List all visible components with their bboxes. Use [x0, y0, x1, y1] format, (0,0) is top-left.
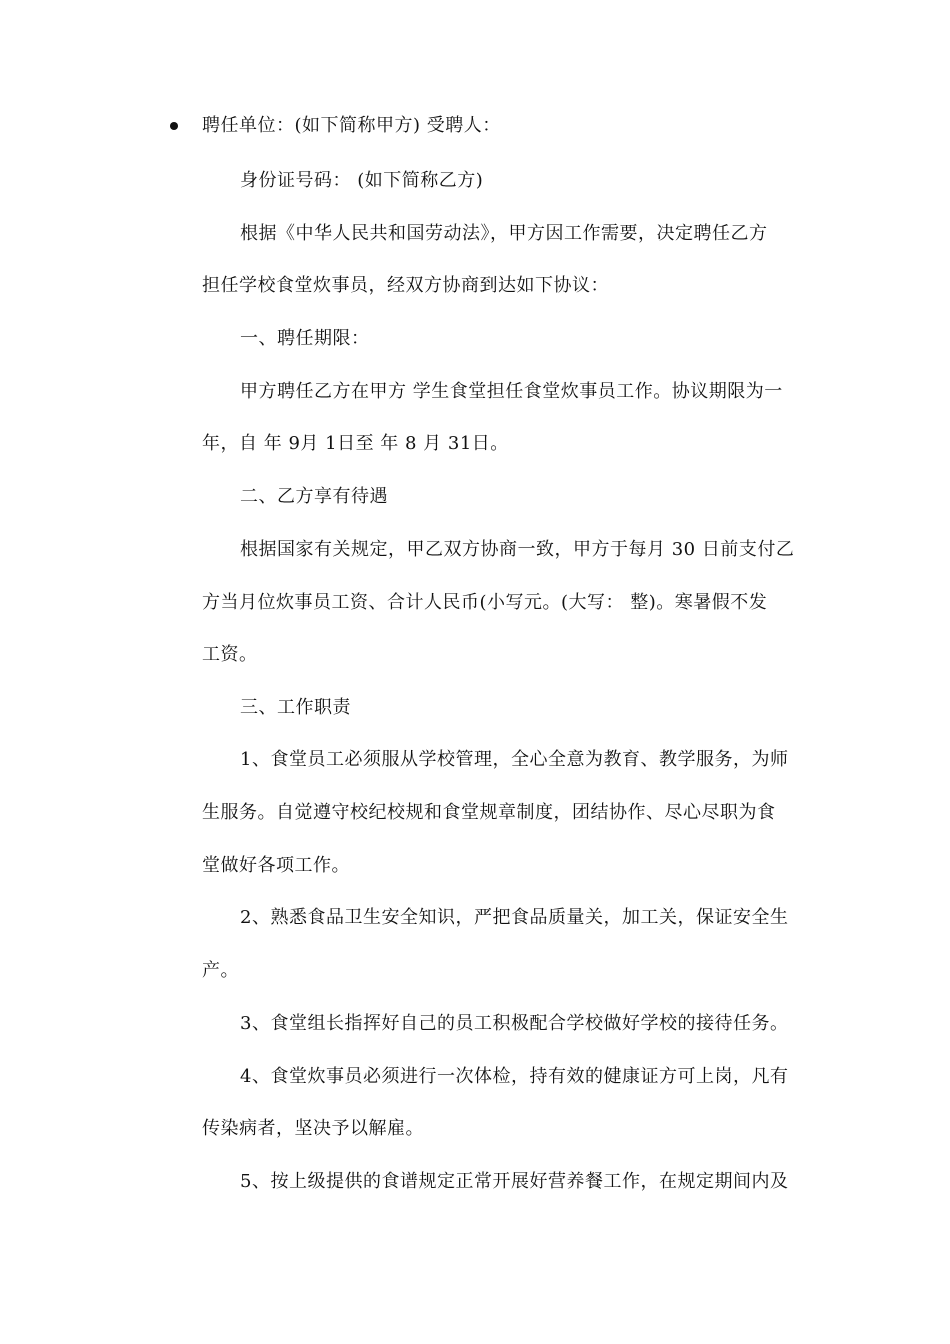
- text-line: 2、熟悉食品卫生安全知识，严把食品质量关，加工关，保证安全生: [240, 907, 789, 928]
- bullet-icon: [170, 122, 178, 130]
- text-line: 担任学校食堂炊事员，经双方协商到达如下协议：: [202, 275, 609, 296]
- text-line: 5、按上级提供的食谱规定正常开展好营养餐工作，在规定期间内及: [240, 1171, 789, 1192]
- text-line: 生服务。自觉遵守校纪校规和食堂规章制度，团结协作、尽心尽职为食: [202, 802, 776, 823]
- text-line: 身份证号码： (如下简称乙方): [240, 170, 484, 191]
- text-line: 4、食堂炊事员必须进行一次体检，持有效的健康证方可上岗，凡有: [240, 1066, 789, 1087]
- text-line: 1、食堂员工必须服从学校管理，全心全意为教育、教学服务，为师: [240, 749, 789, 770]
- text-line: 3、食堂组长指挥好自己的员工积极配合学校做好学校的接待任务。: [240, 1013, 789, 1034]
- text-line: 方当月位炊事员工资、合计人民币(小写元。(大写： 整)。寒暑假不发: [202, 592, 768, 613]
- text-line: 产。: [202, 960, 239, 981]
- text-line: 甲方聘任乙方在甲方 学生食堂担任食堂炊事员工作。协议期限为一: [240, 381, 783, 402]
- text-line: 传染病者，坚决予以解雇。: [202, 1118, 424, 1139]
- text-line: 根据《中华人民共和国劳动法》，甲方因工作需要，决定聘任乙方: [240, 223, 768, 244]
- section-heading: 三、工作职责: [240, 697, 351, 718]
- section-heading: 二、乙方享有待遇: [240, 486, 388, 507]
- header-line: 聘任单位：(如下简称甲方) 受聘人：: [202, 115, 501, 136]
- text-line: 年，自 年 9月 1日至 年 8 月 31日。: [202, 433, 509, 454]
- text-line: 工资。: [202, 644, 258, 665]
- text-line: 根据国家有关规定，甲乙双方协商一致，甲方于每月 30 日前支付乙: [240, 539, 795, 560]
- section-heading: 一、聘任期限：: [240, 328, 370, 349]
- text-line: 堂做好各项工作。: [202, 855, 350, 876]
